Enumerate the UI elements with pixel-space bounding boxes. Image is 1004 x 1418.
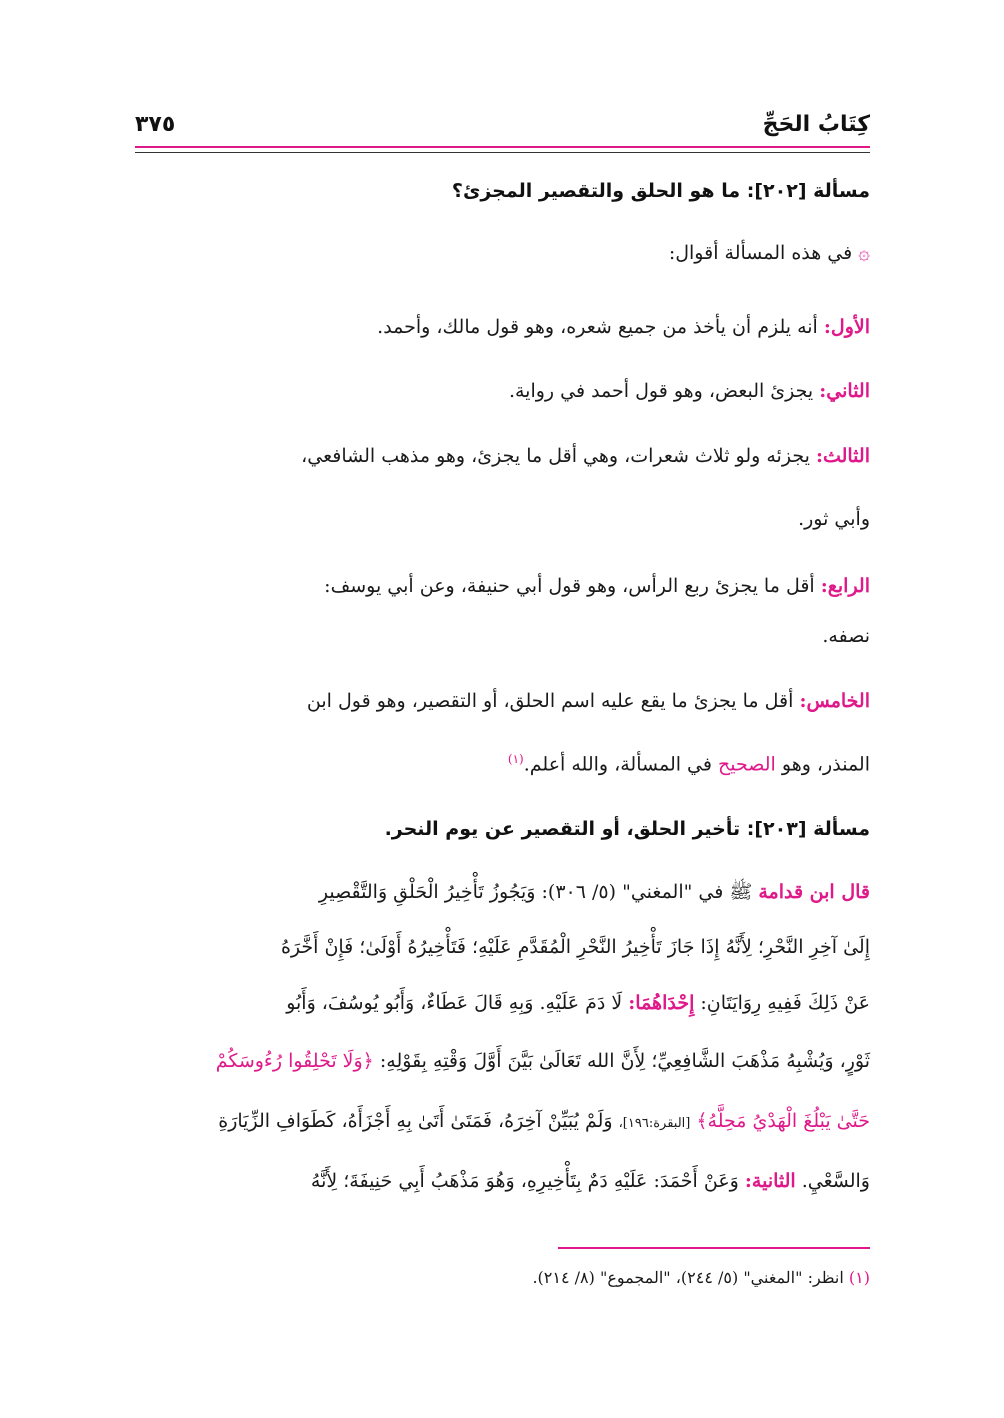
cont-text: في المسألة، والله أعلم. xyxy=(523,753,712,776)
narration-label: إِحْدَاهُمَا: xyxy=(628,992,695,1014)
opinion-fifth xyxy=(134,690,870,712)
quote-text: وَالسَّعْيِ. xyxy=(801,1170,870,1192)
question-202-title: مسألة [٢٠٢]: ما هو الحلق والتقصير المجزئ؟ xyxy=(451,180,870,202)
opinion-label: الثاني: xyxy=(819,380,870,402)
intro-text: في هذه المسألة أقوال: xyxy=(668,242,853,264)
quran-verse: ﴿وَلَا تَحْلِقُوا رُءُوسَكُمْ xyxy=(215,1050,374,1072)
header-rule-pink xyxy=(135,146,870,148)
opinion-third xyxy=(134,445,870,467)
quote-text: ﷺ في "المغني" (٥/ ٣٠٦): وَيَجُوزُ تَأْخِيرُ الْحَلْقِ وَالتَّقْصِيرِ xyxy=(318,881,753,903)
quote-text: لَا دَمَ عَلَيْهِ. وَبِهِ قَالَ عَطَاءٌ، وَأَبُو يُوسُفَ، وَأَبُو xyxy=(286,992,623,1014)
opinion-text: أقل ما يجزئ ربع الرأس، وهو قول أبي حنيفة، وعن أبي يوسف: xyxy=(324,575,815,597)
footnote-separator xyxy=(558,1247,870,1249)
quran-verse: حَتَّىٰ يَبْلُغَ الْهَدْيُ مَحِلَّهُ﴾ xyxy=(696,1110,870,1132)
highlight-correct: الصحيح xyxy=(718,753,776,776)
footnote-ref[interactable]: (١) xyxy=(507,752,524,766)
quote-line-3 xyxy=(134,992,870,1014)
opinion-label: الخامس: xyxy=(799,690,870,712)
opinion-second xyxy=(134,380,870,402)
opinion-text: أقل ما يجزئ ما يقع عليه اسم الحلق، أو التقصير، وهو قول ابن xyxy=(306,690,794,712)
quote-text: وَعَنْ أَحْمَدَ: عَلَيْهِ دَمٌ بِتَأْخِيرِهِ، وَهُوَ مَذْهَبُ أَبِي حَنِيفَةَ؛ لِأَنَّهُ xyxy=(310,1170,739,1192)
opinion-fourth xyxy=(134,575,870,597)
opinion-third-cont: وأبي ثور. xyxy=(798,508,870,530)
quote-line-5 xyxy=(134,1110,870,1132)
author-name: قال ابن قدامة xyxy=(758,881,870,903)
opinion-text: يجزئ البعض، وهو قول أحمد في رواية. xyxy=(508,380,814,402)
footnote-marker: (١) xyxy=(848,1268,870,1287)
cont-text: المنذر، وهو xyxy=(781,753,870,776)
opinions-intro xyxy=(134,240,870,264)
footnote-text: انظر: "المغني" (٥/ ٢٤٤)، "المجموع" (٨/ ٢١٤). xyxy=(532,1268,844,1287)
opinion-label: الرابع: xyxy=(820,575,870,597)
footnote xyxy=(532,1268,870,1287)
quote-line-1 xyxy=(134,880,870,908)
question-203-title: مسألة [٢٠٣]: تأخير الحلق، أو التقصير عن يوم النحر. xyxy=(384,818,870,840)
opinion-fourth-cont: نصفه. xyxy=(822,625,870,647)
quote-line-6 xyxy=(134,1170,870,1192)
narration-label: الثانية: xyxy=(744,1170,796,1192)
quote-text: عَنْ ذَلِكَ فَفِيهِ رِوَايَتَانِ: xyxy=(700,992,870,1014)
flower-ornament-icon: ۞ xyxy=(858,240,870,264)
opinion-label: الثالث: xyxy=(815,445,870,467)
opinion-text: يجزئه ولو ثلاث شعرات، وهي أقل ما يجزئ، وهو مذهب الشافعي، xyxy=(301,445,810,467)
verse-reference: [البقرة:١٩٦]، xyxy=(618,1116,691,1131)
quote-text: ثَوْرٍ، وَيُشْبِهُ مَذْهَبَ الشَّافِعِيِّ؛ لِأَنَّ الله تَعَالَىٰ بَيَّنَ أَوَّلَ وَقْتِهِ بِقَوْلِهِ: xyxy=(379,1050,870,1072)
opinion-label: الأول: xyxy=(823,316,870,338)
running-header xyxy=(135,112,870,142)
quote-text: وَلَمْ يُبَيِّنْ آخِرَهُ، فَمَتَىٰ أَتَىٰ بِهِ أَجْزَأَهُ، كَطَوَافِ الزِّيَارَةِ xyxy=(218,1110,613,1132)
opinion-fifth-cont xyxy=(134,752,870,775)
quote-line-4 xyxy=(134,1050,870,1072)
header-rule-dark xyxy=(135,152,870,153)
opinion-text: أنه يلزم أن يأخذ من جميع شعره، وهو قول مالك، وأحمد. xyxy=(377,316,818,338)
quote-line-2: إِلَىٰ آخِرِ النَّحْرِ؛ لِأَنَّهُ إِذَا جَازَ تَأْخِيرُ النَّحْرِ الْمُقَدَّمِ عَلَيْهِ؛ فَتَأْخِيرُهُ أَوْلَىٰ؛ فَإِنْ أَخَّرَهُ xyxy=(280,936,870,958)
book-title: كِتَابُ الحَجِّ xyxy=(762,112,870,137)
opinion-first xyxy=(134,316,870,338)
page-number: ٣٧٥ xyxy=(135,112,176,137)
